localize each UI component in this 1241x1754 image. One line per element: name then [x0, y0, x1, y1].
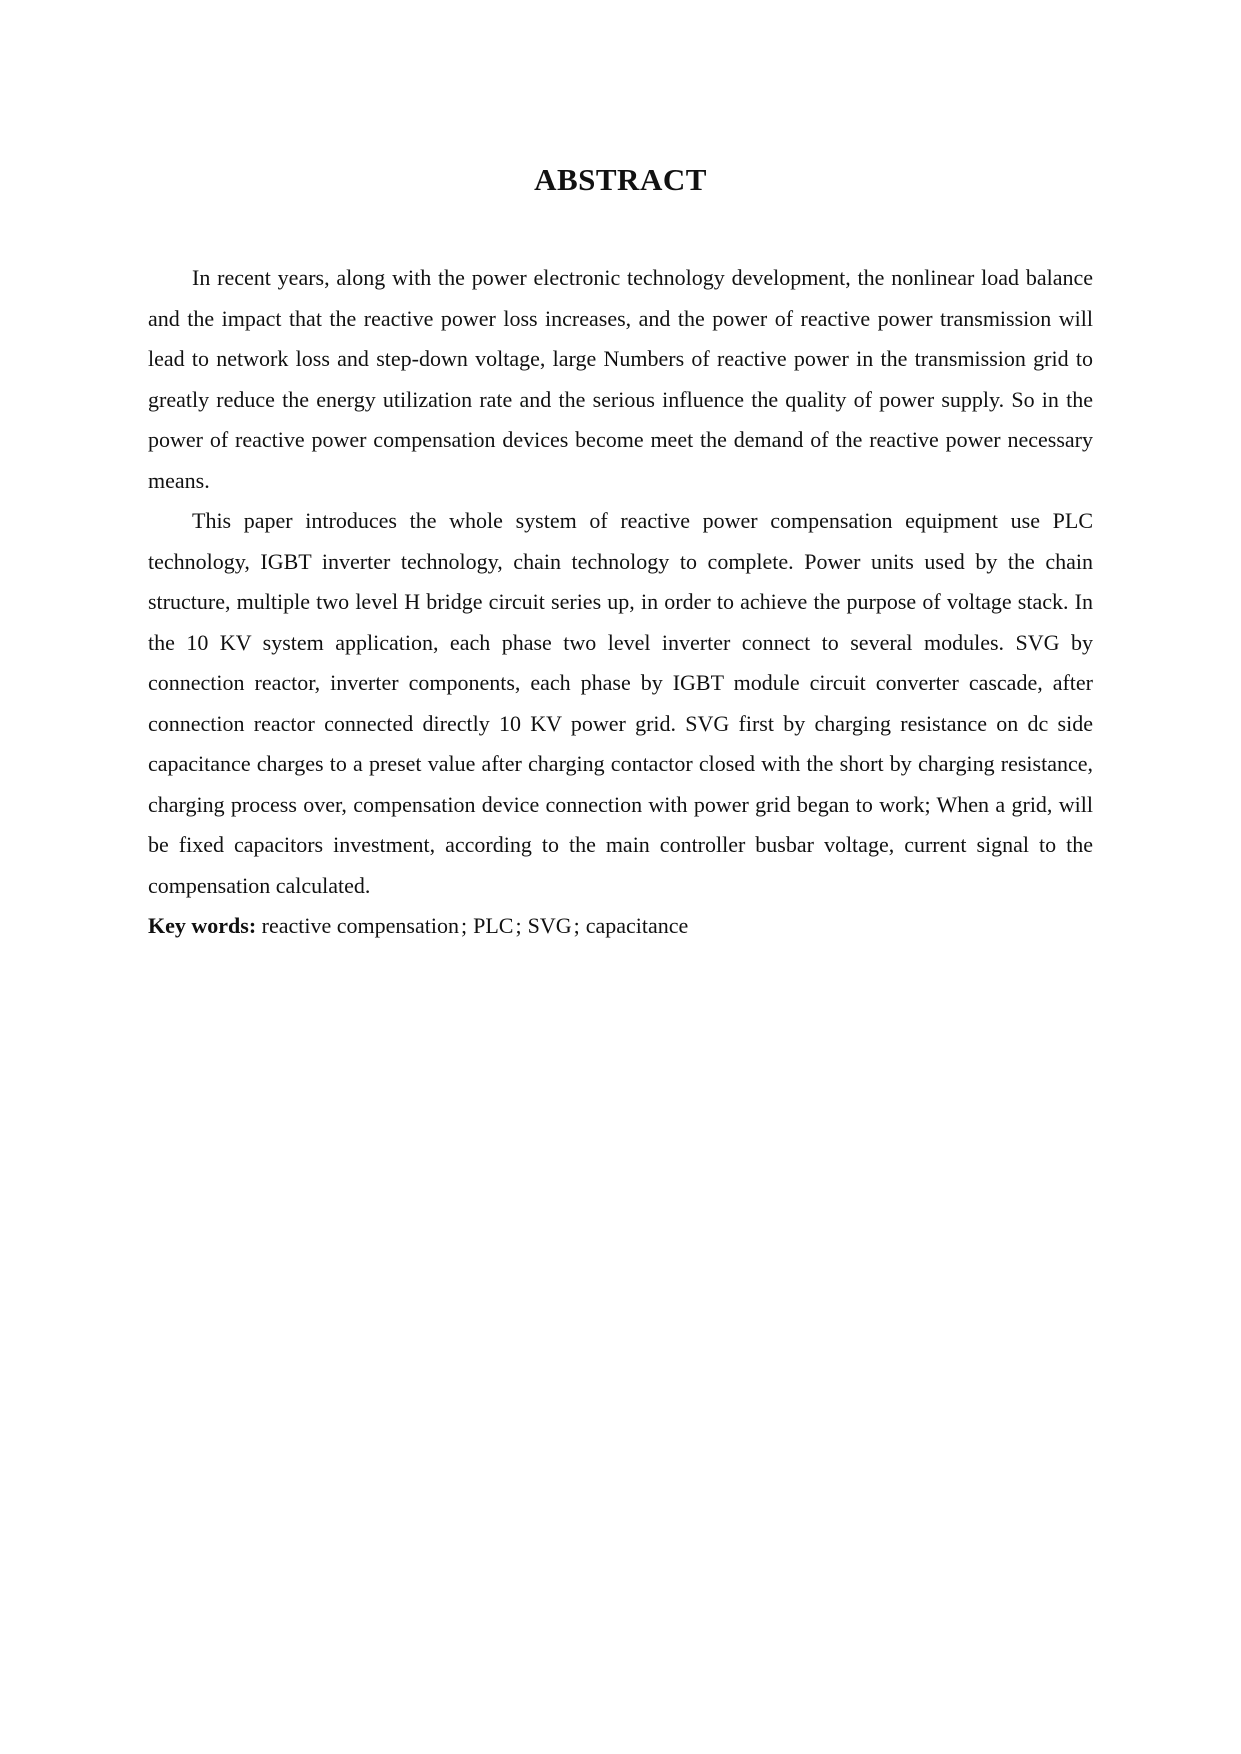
keywords-label: Key words: [148, 913, 257, 938]
keywords-line [148, 906, 1093, 947]
abstract-body [148, 258, 1093, 947]
keyword-separator: ; [515, 913, 522, 938]
keyword-separator: ; [460, 913, 468, 938]
keyword-separator: ; [573, 913, 580, 938]
page-title: ABSTRACT [534, 162, 707, 197]
abstract-paragraph-1: In recent years, along with the power electronic technology development, the nonlinear load balance and the impact that the reactive power loss increases, and the power of reactive power transmission will lead to network loss and step-down voltage, large Numbers of reactive power in the transmission grid to greatly reduce the energy utilization rate and the serious influence the quality of power supply. So in the power of reactive power compensation devices become meet the demand of the reactive power necessary means. [148, 265, 1093, 493]
keyword-item: reactive compensation [261, 913, 459, 938]
keyword-item: SVG [527, 913, 572, 938]
keyword-item: PLC [473, 913, 514, 938]
abstract-paragraph-2: This paper introduces the whole system of reactive power compensation equipment use PLC technology, IGBT inverter technology, chain technology to complete. Power units used by the chain structure, multiple two level H bridge circuit series up, in order to achieve the purpose of voltage stack. In the 10 KV system application, each phase two level inverter connect to several modules. SVG by connection reactor, inverter components, each phase by IGBT module circuit converter cascade, after connection reactor connected directly 10 KV power grid. SVG first by charging resistance on dc side capacitance charges to a preset value after charging contactor closed with the short by charging resistance, charging process over, compensation device connection with power grid began to work; When a grid, will be fixed capacitors investment, according to the main controller busbar voltage, current signal to the compensation calculated. [148, 508, 1093, 898]
keyword-item: capacitance [585, 913, 689, 938]
